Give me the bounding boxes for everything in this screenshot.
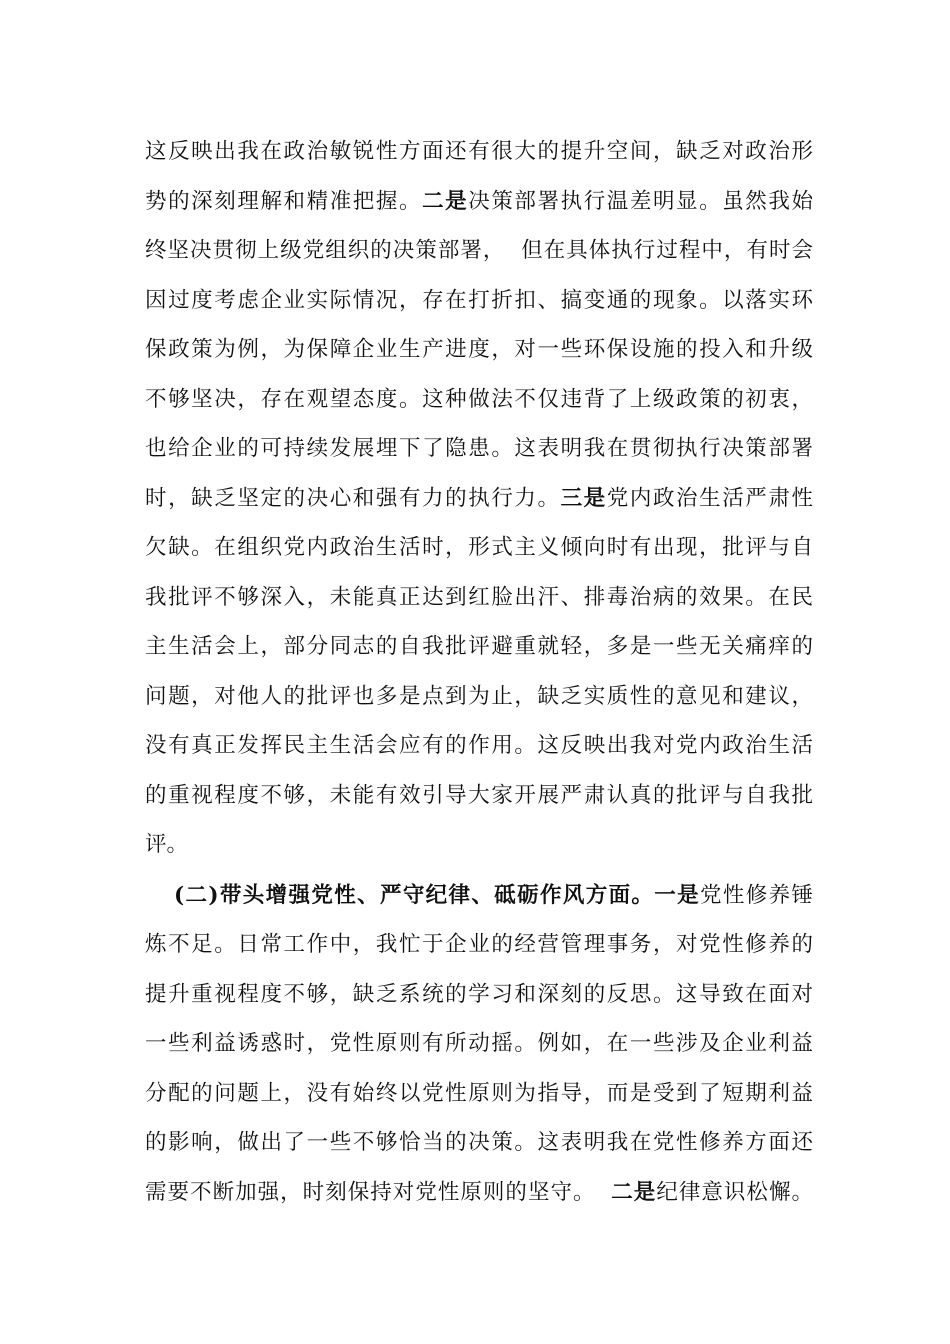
text-line: 终坚决贯彻上级党组织的决策部署， 但在具体执行过程中，有时会 [145,238,813,263]
section-heading-line: (二)带头增强党性、严守纪律、砥砺作风方面。一是党性修养锤 [174,883,813,908]
text-line: 这反映出我在政治敏锐性方面还有很大的提升空间，缺乏对政治形 [145,139,813,164]
text-line: 我批评不够深入，未能真正达到红脸出汗、排毒治病的效果。在民 [145,585,813,610]
text-line: 的影响，做出了一些不够恰当的决策。这表明我在党性修养方面还 [145,1130,813,1155]
text-line: 主生活会上，部分同志的自我批评避重就轻，多是一些无关痛痒的 [145,634,813,659]
text-line: 需要不断加强，时刻保持对党性原则的坚守。 二是纪律意识松懈。 [145,1180,813,1205]
text-line: 时，缺乏坚定的决心和强有力的执行力。三是党内政治生活严肃性 [145,486,813,511]
text-line: 一些利益诱惑时，党性原则有所动摇。例如，在一些涉及企业利益 [145,1031,813,1056]
text-line: 提升重视程度不够，缺乏系统的学习和深刻的反思。这导致在面对 [145,982,813,1007]
text-line: 不够坚决，存在观望态度。这种做法不仅违背了上级政策的初衷， [145,387,813,412]
text-line: 因过度考虑企业实际情况，存在打折扣、搞变通的现象。以落实环 [145,288,813,313]
text-line: 的重视程度不够，未能有效引导大家开展严肃认真的批评与自我批 [145,783,813,808]
text-line: 没有真正发挥民主生活会应有的作用。这反映出我对党内政治生活 [145,733,813,758]
text-line: 炼不足。日常工作中，我忙于企业的经营管理事务，对党性修养的 [145,932,813,957]
text-line: 评。 [145,832,189,857]
text-line: 保政策为例，为保障企业生产进度，对一些环保设施的投入和升级 [145,337,813,362]
text-line: 分配的问题上，没有始终以党性原则为指导，而是受到了短期利益 [145,1081,813,1106]
text-line: 欠缺。在组织党内政治生活时，形式主义倾向时有出现，批评与自 [145,535,813,560]
text-line: 也给企业的可持续发展埋下了隐患。这表明我在贯彻执行决策部署 [145,436,813,461]
text-line: 势的深刻理解和精准把握。二是决策部署执行温差明显。虽然我始 [145,189,813,214]
text-line: 问题，对他人的批评也多是点到为止，缺乏实质性的意见和建议， [145,684,813,709]
